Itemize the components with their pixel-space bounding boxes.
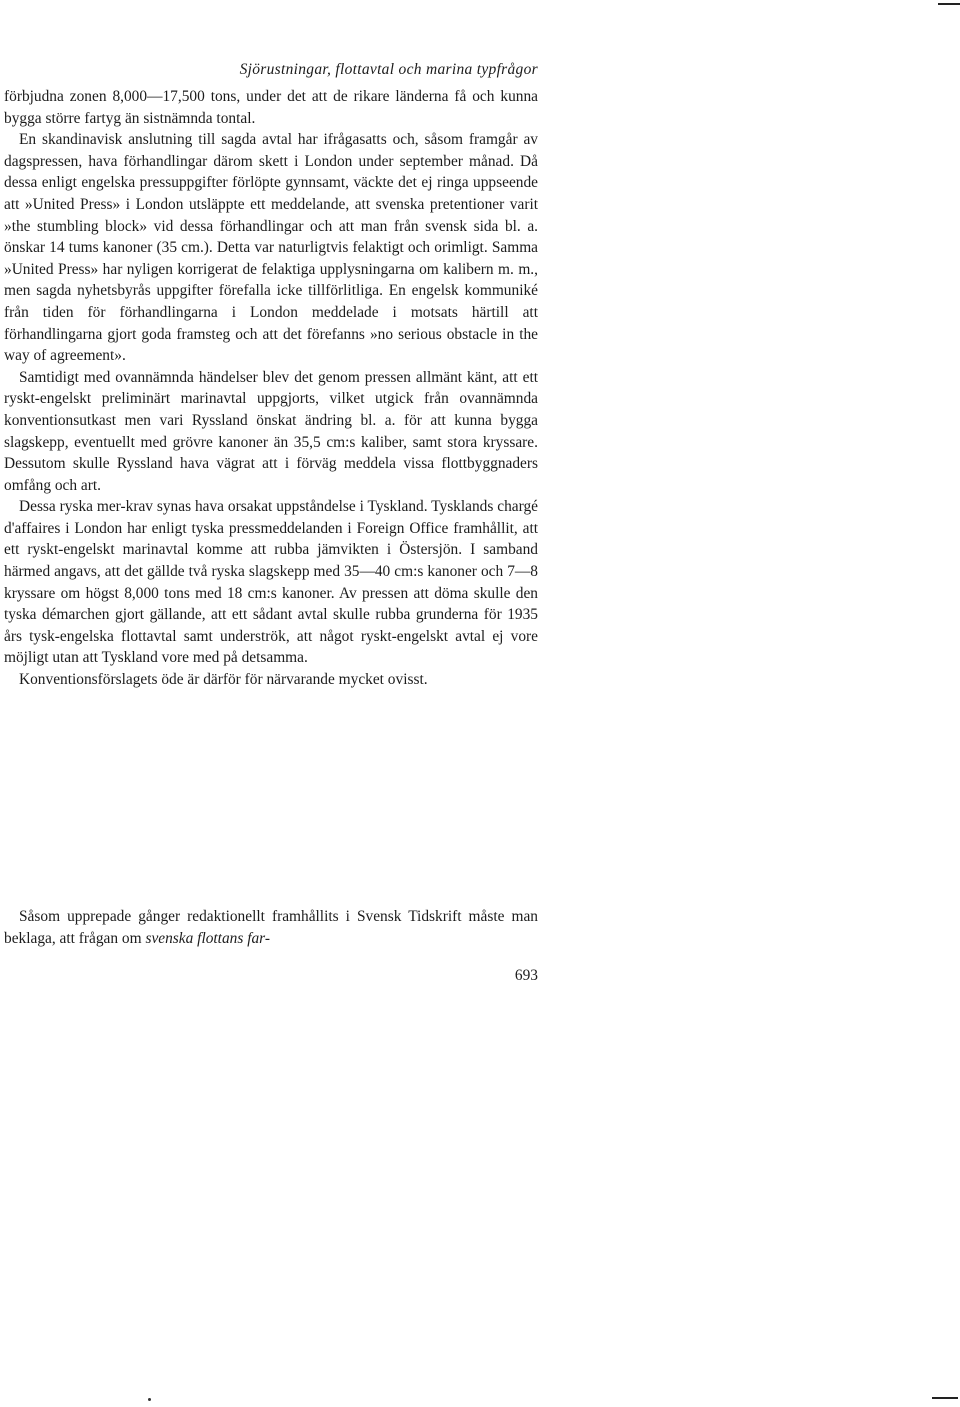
closing-italic-text: svenska flottans far- (145, 929, 270, 947)
paragraph-continuation: förbjudna zonen 8,000—17,500 tons, under det att de rikare länderna få och kunna bygga större fartyg än sistnämnda tontal. (4, 88, 538, 127)
paragraph-scandinavian-accession: En skandinavisk anslutning till sagda avtal har ifrågasatts och, såsom framgår av dagspressen, hava förhandlingar därom skett i London under september månad. Då dessa enligt engelska pressuppgifter förlöpte gynnsamt, väckte det ej ringa uppseende att »United Press» i London utsläppte ett meddelande, att svenska pretentioner varit »the stumbling block» vid dessa förhandlingar och att man från svensk sida bl. a. önskar 14 tums kanoner (35 cm.). Detta var naturligtvis felaktigt och orimligt. Samma »United Press» har nyligen korrigerat de felaktiga upplysningarna om kalibern m. m., men sagda nyhetsbyrås uppgifter förefalla icke tillförlitliga. En engelsk kommuniké från tiden för förhandlingarna i London meddelade i motsats härtill att förhandlingarna gjort goda framsteg och att det förefanns »no serious obstacle in the way of agreement». (4, 131, 538, 365)
paragraph-russian-agreement: Samtidigt med ovannämnda händelser blev det genom pressen allmänt känt, att ett ryskt-engelskt preliminärt marinavtal uppgjorts, vilket utgick från ovannämnda konventionsutkast men vari Ryssland önskat ändring bl. a. för att kunna bygga slagskepp, eventuellt med grövre kanoner än 35,5 cm:s kaliber, samt stora kryssare. Dessutom skulle Ryssland hava vägrat att i förväg meddela vissa flottbyggnaders omfång och art. (4, 368, 538, 494)
running-title: Sjörustningar, flottavtal och marina typfrågor (239, 61, 538, 78)
scan-artifact-dot (148, 1398, 151, 1401)
paragraph-convention-fate: Konventionsförslagets öde är därför för närvarande mycket ovisst. (19, 671, 428, 689)
closing-text: Såsom upprepade gånger redaktionellt framhållits i Svensk Tidskrift måste man beklaga, att frågan om (4, 908, 538, 947)
scan-artifact-mark (932, 1397, 958, 1399)
page-number: 693 (514, 967, 538, 984)
scan-artifact-mark (938, 3, 960, 5)
paragraph-german-reaction: Dessa ryska mer-krav synas hava orsakat uppståndelse i Tyskland. Tysklands chargé d'affaires i London har enligt tyska pressmeddelanden i Foreign Office framhållit, att ett ryskt-engelskt marinavtal komme att rubba jämvikten i Östersjön. I samband härmed angavs, att det gällde två ryska slagskepp med 35—40 cm:s kanoner och 7—8 kryssare om högst 8,000 tons med 18 cm:s kanoner. Av pressen att döma skulle den tyska démarchen gjort gällande, att ett sådant avtal skulle rubba grunderna för 1935 års tysk-engelska flottavtal samt underströk, att något ryskt-engelskt avtal ej vore möjligt utan att Tyskland vore med på detsamma. (4, 498, 538, 667)
article-body (4, 86, 538, 691)
paragraph-closing (4, 906, 538, 949)
closing-section (4, 906, 538, 949)
